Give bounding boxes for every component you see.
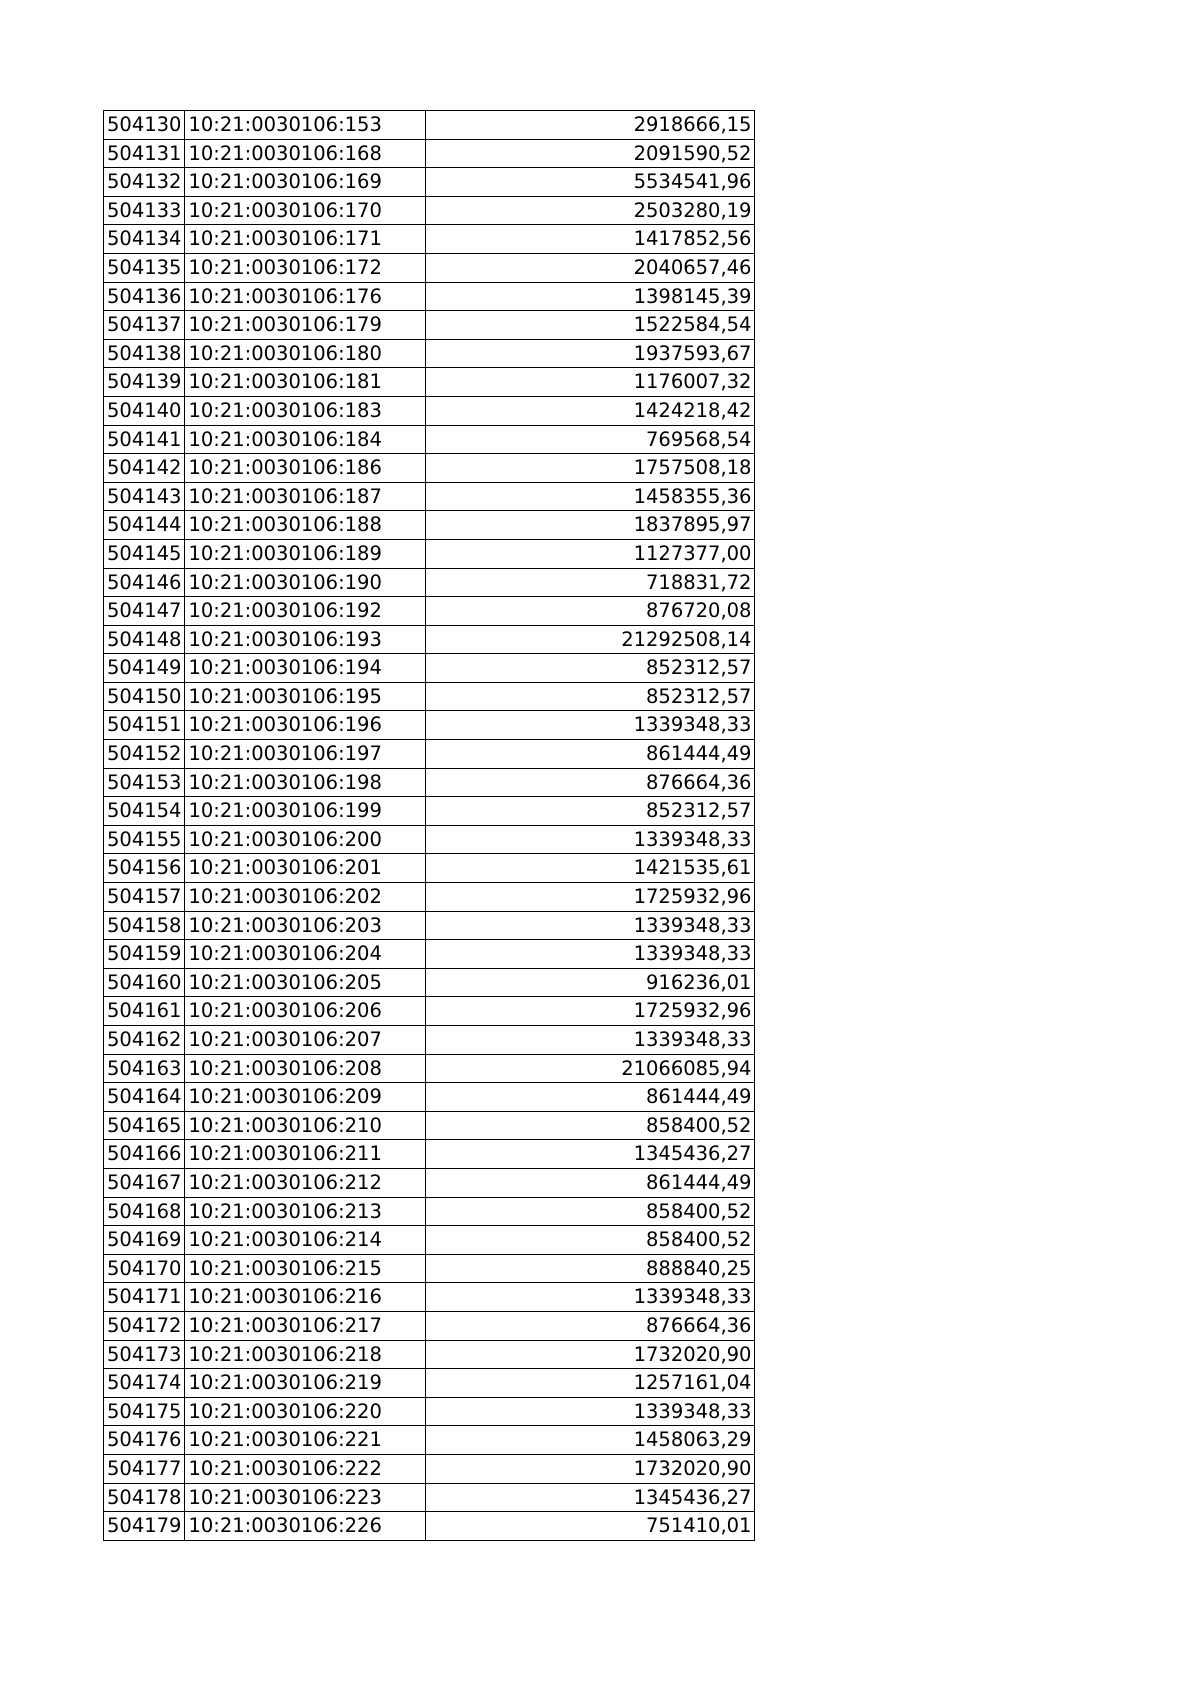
cadastral-number-cell: 10:21:0030106:223: [185, 1483, 426, 1512]
cadastral-number-cell: 10:21:0030106:217: [185, 1311, 426, 1340]
row-number-cell: 504163: [104, 1054, 185, 1083]
row-number-cell: 504170: [104, 1254, 185, 1283]
table-row: [104, 1054, 755, 1083]
row-number-cell: 504133: [104, 196, 185, 225]
cadastral-value-cell: 751410,01: [426, 1512, 755, 1541]
cadastral-value-cell: 1732020,90: [426, 1340, 755, 1369]
table-row: [104, 597, 755, 626]
row-number-cell: 504153: [104, 768, 185, 797]
row-number-cell: 504143: [104, 482, 185, 511]
cadastral-value-cell: 718831,72: [426, 568, 755, 597]
cadastral-value-cell: 2918666,15: [426, 111, 755, 140]
table-row: [104, 1397, 755, 1426]
cadastral-number-cell: 10:21:0030106:222: [185, 1454, 426, 1483]
row-number-cell: 504169: [104, 1226, 185, 1255]
cadastral-number-cell: 10:21:0030106:209: [185, 1083, 426, 1112]
row-number-cell: 504174: [104, 1369, 185, 1398]
table-row: [104, 682, 755, 711]
cadastral-value-table: [103, 110, 755, 1541]
cadastral-value-cell: 858400,52: [426, 1197, 755, 1226]
row-number-cell: 504132: [104, 168, 185, 197]
table-row: [104, 625, 755, 654]
row-number-cell: 504144: [104, 511, 185, 540]
cadastral-value-cell: 1837895,97: [426, 511, 755, 540]
table-row: [104, 1111, 755, 1140]
cadastral-number-cell: 10:21:0030106:186: [185, 454, 426, 483]
row-number-cell: 504149: [104, 654, 185, 683]
table-row: [104, 997, 755, 1026]
row-number-cell: 504148: [104, 625, 185, 654]
cadastral-value-cell: 21292508,14: [426, 625, 755, 654]
cadastral-number-cell: 10:21:0030106:219: [185, 1369, 426, 1398]
cadastral-value-cell: 861444,49: [426, 740, 755, 769]
cadastral-number-cell: 10:21:0030106:196: [185, 711, 426, 740]
table-row: [104, 1369, 755, 1398]
row-number-cell: 504166: [104, 1140, 185, 1169]
cadastral-number-cell: 10:21:0030106:183: [185, 396, 426, 425]
cadastral-number-cell: 10:21:0030106:170: [185, 196, 426, 225]
table-row: [104, 825, 755, 854]
cadastral-value-cell: 1339348,33: [426, 911, 755, 940]
cadastral-value-cell: 1522584,54: [426, 311, 755, 340]
cadastral-value-cell: 1339348,33: [426, 825, 755, 854]
row-number-cell: 504152: [104, 740, 185, 769]
cadastral-number-cell: 10:21:0030106:180: [185, 339, 426, 368]
row-number-cell: 504147: [104, 597, 185, 626]
row-number-cell: 504172: [104, 1311, 185, 1340]
row-number-cell: 504160: [104, 968, 185, 997]
row-number-cell: 504158: [104, 911, 185, 940]
cadastral-number-cell: 10:21:0030106:171: [185, 225, 426, 254]
row-number-cell: 504137: [104, 311, 185, 340]
table-body: [104, 111, 755, 1541]
table-row: [104, 1083, 755, 1112]
row-number-cell: 504134: [104, 225, 185, 254]
table-row: [104, 1340, 755, 1369]
cadastral-value-cell: 5534541,96: [426, 168, 755, 197]
cadastral-number-cell: 10:21:0030106:190: [185, 568, 426, 597]
cadastral-number-cell: 10:21:0030106:187: [185, 482, 426, 511]
row-number-cell: 504154: [104, 797, 185, 826]
table-row: [104, 1283, 755, 1312]
row-number-cell: 504146: [104, 568, 185, 597]
table-row: [104, 339, 755, 368]
cadastral-number-cell: 10:21:0030106:172: [185, 253, 426, 282]
row-number-cell: 504151: [104, 711, 185, 740]
table-row: [104, 1426, 755, 1455]
cadastral-number-cell: 10:21:0030106:208: [185, 1054, 426, 1083]
row-number-cell: 504139: [104, 368, 185, 397]
table-row: [104, 1254, 755, 1283]
row-number-cell: 504156: [104, 854, 185, 883]
cadastral-number-cell: 10:21:0030106:218: [185, 1340, 426, 1369]
table-row: [104, 797, 755, 826]
cadastral-number-cell: 10:21:0030106:168: [185, 139, 426, 168]
cadastral-value-cell: 1937593,67: [426, 339, 755, 368]
row-number-cell: 504178: [104, 1483, 185, 1512]
cadastral-value-cell: 1424218,42: [426, 396, 755, 425]
row-number-cell: 504142: [104, 454, 185, 483]
cadastral-value-cell: 1458063,29: [426, 1426, 755, 1455]
table-row: [104, 196, 755, 225]
cadastral-number-cell: 10:21:0030106:184: [185, 425, 426, 454]
cadastral-value-cell: 861444,49: [426, 1083, 755, 1112]
cadastral-value-cell: 1345436,27: [426, 1483, 755, 1512]
cadastral-number-cell: 10:21:0030106:198: [185, 768, 426, 797]
cadastral-value-cell: 1257161,04: [426, 1369, 755, 1398]
cadastral-value-cell: 1458355,36: [426, 482, 755, 511]
table-row: [104, 1483, 755, 1512]
table-row: [104, 225, 755, 254]
cadastral-value-cell: 1339348,33: [426, 711, 755, 740]
cadastral-number-cell: 10:21:0030106:203: [185, 911, 426, 940]
cadastral-number-cell: 10:21:0030106:215: [185, 1254, 426, 1283]
cadastral-value-cell: 888840,25: [426, 1254, 755, 1283]
table-row: [104, 396, 755, 425]
cadastral-value-cell: 2503280,19: [426, 196, 755, 225]
row-number-cell: 504177: [104, 1454, 185, 1483]
table-row: [104, 1140, 755, 1169]
cadastral-value-cell: 1339348,33: [426, 1026, 755, 1055]
table-row: [104, 883, 755, 912]
table-row: [104, 482, 755, 511]
row-number-cell: 504175: [104, 1397, 185, 1426]
row-number-cell: 504168: [104, 1197, 185, 1226]
cadastral-value-cell: 861444,49: [426, 1168, 755, 1197]
cadastral-number-cell: 10:21:0030106:188: [185, 511, 426, 540]
cadastral-number-cell: 10:21:0030106:195: [185, 682, 426, 711]
row-number-cell: 504131: [104, 139, 185, 168]
table-row: [104, 111, 755, 140]
row-number-cell: 504130: [104, 111, 185, 140]
cadastral-number-cell: 10:21:0030106:205: [185, 968, 426, 997]
cadastral-value-cell: 1127377,00: [426, 539, 755, 568]
cadastral-value-cell: 1398145,39: [426, 282, 755, 311]
table-row: [104, 1026, 755, 1055]
table-row: [104, 568, 755, 597]
row-number-cell: 504179: [104, 1512, 185, 1541]
cadastral-number-cell: 10:21:0030106:221: [185, 1426, 426, 1455]
cadastral-value-cell: 2040657,46: [426, 253, 755, 282]
cadastral-value-cell: 852312,57: [426, 682, 755, 711]
row-number-cell: 504141: [104, 425, 185, 454]
row-number-cell: 504140: [104, 396, 185, 425]
cadastral-number-cell: 10:21:0030106:204: [185, 940, 426, 969]
cadastral-value-cell: 1345436,27: [426, 1140, 755, 1169]
cadastral-value-cell: 1725932,96: [426, 997, 755, 1026]
cadastral-number-cell: 10:21:0030106:169: [185, 168, 426, 197]
cadastral-number-cell: 10:21:0030106:216: [185, 1283, 426, 1312]
cadastral-value-cell: 916236,01: [426, 968, 755, 997]
table-row: [104, 1454, 755, 1483]
table-row: [104, 768, 755, 797]
table-row: [104, 854, 755, 883]
cadastral-number-cell: 10:21:0030106:153: [185, 111, 426, 140]
cadastral-value-cell: 1417852,56: [426, 225, 755, 254]
cadastral-number-cell: 10:21:0030106:192: [185, 597, 426, 626]
row-number-cell: 504167: [104, 1168, 185, 1197]
cadastral-value-cell: 858400,52: [426, 1111, 755, 1140]
cadastral-value-cell: 2091590,52: [426, 139, 755, 168]
row-number-cell: 504171: [104, 1283, 185, 1312]
table-row: [104, 654, 755, 683]
cadastral-value-cell: 858400,52: [426, 1226, 755, 1255]
cadastral-number-cell: 10:21:0030106:210: [185, 1111, 426, 1140]
table-row: [104, 711, 755, 740]
table-row: [104, 454, 755, 483]
row-number-cell: 504159: [104, 940, 185, 969]
cadastral-value-cell: 1757508,18: [426, 454, 755, 483]
cadastral-number-cell: 10:21:0030106:197: [185, 740, 426, 769]
cadastral-number-cell: 10:21:0030106:206: [185, 997, 426, 1026]
table-row: [104, 311, 755, 340]
row-number-cell: 504165: [104, 1111, 185, 1140]
cadastral-number-cell: 10:21:0030106:202: [185, 883, 426, 912]
row-number-cell: 504150: [104, 682, 185, 711]
table-row: [104, 968, 755, 997]
table-row: [104, 282, 755, 311]
table-row: [104, 740, 755, 769]
table-row: [104, 511, 755, 540]
cadastral-number-cell: 10:21:0030106:220: [185, 1397, 426, 1426]
row-number-cell: 504164: [104, 1083, 185, 1112]
table-row: [104, 1512, 755, 1541]
cadastral-number-cell: 10:21:0030106:211: [185, 1140, 426, 1169]
row-number-cell: 504145: [104, 539, 185, 568]
row-number-cell: 504176: [104, 1426, 185, 1455]
row-number-cell: 504173: [104, 1340, 185, 1369]
cadastral-number-cell: 10:21:0030106:189: [185, 539, 426, 568]
cadastral-number-cell: 10:21:0030106:199: [185, 797, 426, 826]
cadastral-value-cell: 1732020,90: [426, 1454, 755, 1483]
table-row: [104, 1168, 755, 1197]
cadastral-number-cell: 10:21:0030106:176: [185, 282, 426, 311]
cadastral-value-cell: 769568,54: [426, 425, 755, 454]
table-row: [104, 940, 755, 969]
cadastral-number-cell: 10:21:0030106:213: [185, 1197, 426, 1226]
row-number-cell: 504162: [104, 1026, 185, 1055]
cadastral-value-cell: 1339348,33: [426, 940, 755, 969]
cadastral-value-cell: 1339348,33: [426, 1283, 755, 1312]
cadastral-number-cell: 10:21:0030106:181: [185, 368, 426, 397]
cadastral-number-cell: 10:21:0030106:201: [185, 854, 426, 883]
cadastral-value-cell: 1421535,61: [426, 854, 755, 883]
table-row: [104, 425, 755, 454]
cadastral-value-cell: 876664,36: [426, 768, 755, 797]
cadastral-number-cell: 10:21:0030106:214: [185, 1226, 426, 1255]
table-row: [104, 253, 755, 282]
row-number-cell: 504135: [104, 253, 185, 282]
row-number-cell: 504161: [104, 997, 185, 1026]
table-row: [104, 1311, 755, 1340]
cadastral-number-cell: 10:21:0030106:179: [185, 311, 426, 340]
table-row: [104, 168, 755, 197]
cadastral-number-cell: 10:21:0030106:212: [185, 1168, 426, 1197]
cadastral-number-cell: 10:21:0030106:207: [185, 1026, 426, 1055]
table-row: [104, 368, 755, 397]
table-row: [104, 1197, 755, 1226]
cadastral-value-cell: 21066085,94: [426, 1054, 755, 1083]
row-number-cell: 504157: [104, 883, 185, 912]
cadastral-value-cell: 876664,36: [426, 1311, 755, 1340]
row-number-cell: 504155: [104, 825, 185, 854]
cadastral-number-cell: 10:21:0030106:194: [185, 654, 426, 683]
table-row: [104, 911, 755, 940]
cadastral-number-cell: 10:21:0030106:200: [185, 825, 426, 854]
cadastral-value-cell: 876720,08: [426, 597, 755, 626]
table-row: [104, 139, 755, 168]
cadastral-value-cell: 852312,57: [426, 797, 755, 826]
cadastral-value-cell: 852312,57: [426, 654, 755, 683]
cadastral-value-cell: 1725932,96: [426, 883, 755, 912]
row-number-cell: 504138: [104, 339, 185, 368]
cadastral-number-cell: 10:21:0030106:193: [185, 625, 426, 654]
cadastral-number-cell: 10:21:0030106:226: [185, 1512, 426, 1541]
row-number-cell: 504136: [104, 282, 185, 311]
cadastral-value-cell: 1339348,33: [426, 1397, 755, 1426]
table-row: [104, 1226, 755, 1255]
cadastral-value-cell: 1176007,32: [426, 368, 755, 397]
table-row: [104, 539, 755, 568]
